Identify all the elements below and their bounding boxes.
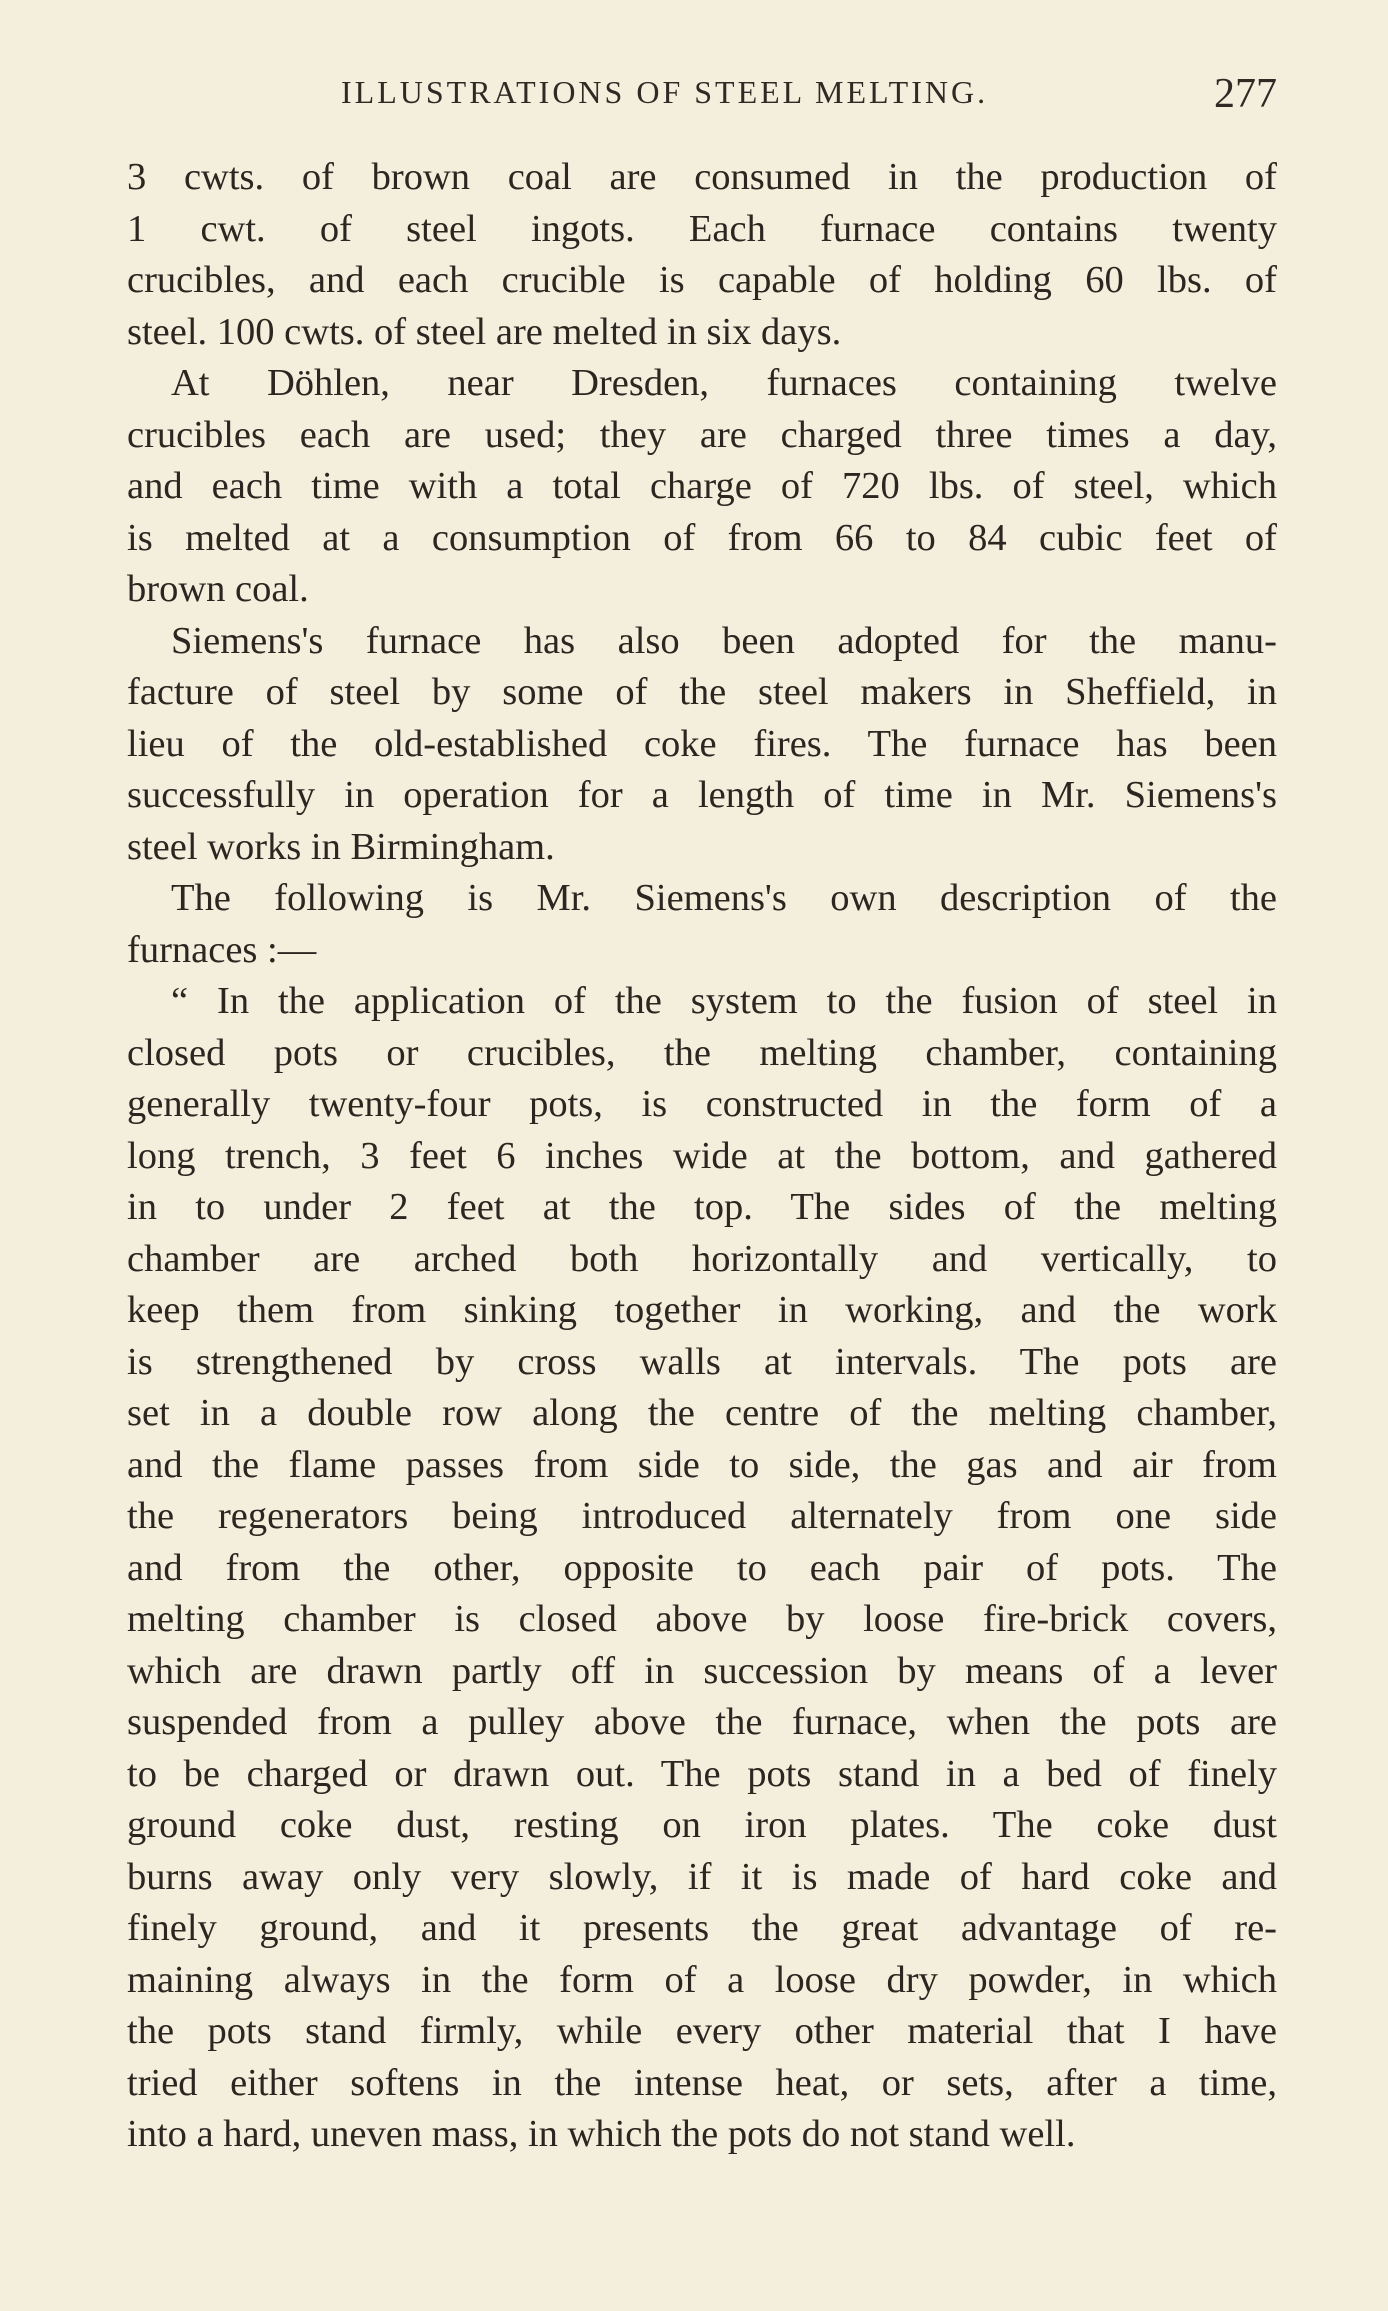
- text-line: steel. 100 cwts. of steel are melted in six days.: [127, 310, 842, 353]
- text-line: lieu of the old-established coke fires. The furnace has been: [127, 722, 1277, 765]
- text-line: crucibles each are used; they are charged three times a day,: [127, 413, 1277, 456]
- text-line: chamber are arched both horizontally and vertically, to: [127, 1237, 1277, 1280]
- text-line: long trench, 3 feet 6 inches wide at the bottom, and gathered: [127, 1134, 1277, 1177]
- text-line: is strengthened by cross walls at intervals. The pots are: [127, 1340, 1277, 1383]
- text-line: Siemens's furnace has also been adopted for the manu-: [171, 619, 1277, 662]
- text-line: the pots stand firmly, while every other material that I have: [127, 2010, 1277, 2052]
- text-line: set in a double row along the centre of the melting chamber,: [127, 1392, 1277, 1434]
- text-line: “ In the application of the system to the fusion of steel in: [171, 980, 1277, 1022]
- text-line: keep them from sinking together in working, and the work: [127, 1289, 1277, 1331]
- running-title: ILLUSTRATIONS OF STEEL MELTING.: [341, 74, 989, 110]
- text-line: furnaces :—: [127, 928, 317, 971]
- text-line: which are drawn partly off in succession by means of a lever: [127, 1649, 1277, 1692]
- text-line: facture of steel by some of the steel makers in Sheffield, in: [127, 671, 1277, 713]
- text-line: burns away only very slowly, if it is made of hard coke and: [127, 1855, 1277, 1898]
- text-line: crucibles, and each crucible is capable of holding 60 lbs. of: [127, 259, 1277, 301]
- text-line: suspended from a pulley above the furnace, when the pots are: [127, 1701, 1277, 1743]
- text-line: tried either softens in the intense heat, or sets, after a time,: [127, 2061, 1277, 2104]
- text-line: 1 cwt. of steel ingots. Each furnace contains twenty: [127, 207, 1277, 250]
- text-line: the regenerators being introduced alternately from one side: [127, 1495, 1277, 1537]
- text-line: in to under 2 feet at the top. The sides of the melting: [127, 1186, 1277, 1228]
- text-line: brown coal.: [127, 568, 309, 610]
- text-line: melting chamber is closed above by loose fire-brick covers,: [127, 1598, 1277, 1640]
- text-line: into a hard, uneven mass, in which the pots do not stand well.: [127, 2113, 1076, 2155]
- text-line: closed pots or crucibles, the melting chamber, containing: [127, 1031, 1277, 1074]
- text-line: and the flame passes from side to side, the gas and air from: [127, 1443, 1277, 1486]
- text-line: is melted at a consumption of from 66 to 84 cubic feet of: [127, 516, 1277, 559]
- page-header: [127, 70, 1277, 130]
- text-line: The following is Mr. Siemens's own description of the: [171, 877, 1277, 919]
- page-number: 277: [1214, 71, 1277, 117]
- text-line: successfully in operation for a length of time in Mr. Siemens's: [127, 774, 1277, 816]
- text-line: steel works in Birmingham.: [127, 825, 555, 868]
- text-line: and each time with a total charge of 720 lbs. of steel, which: [127, 465, 1277, 507]
- text-line: ground coke dust, resting on iron plates. The coke dust: [127, 1804, 1277, 1846]
- text-line: 3 cwts. of brown coal are consumed in the production of: [127, 156, 1277, 198]
- text-line: and from the other, opposite to each pair of pots. The: [127, 1546, 1277, 1589]
- text-line: finely ground, and it presents the great advantage of re-: [127, 1907, 1277, 1949]
- text-line: maining always in the form of a loose dry powder, in which: [127, 1958, 1277, 2001]
- text-line: to be charged or drawn out. The pots stand in a bed of finely: [127, 1752, 1277, 1795]
- text-line: generally twenty-four pots, is constructed in the form of a: [127, 1083, 1277, 1125]
- text-line: At Döhlen, near Dresden, furnaces containing twelve: [171, 362, 1277, 404]
- body-text: [127, 152, 1277, 2161]
